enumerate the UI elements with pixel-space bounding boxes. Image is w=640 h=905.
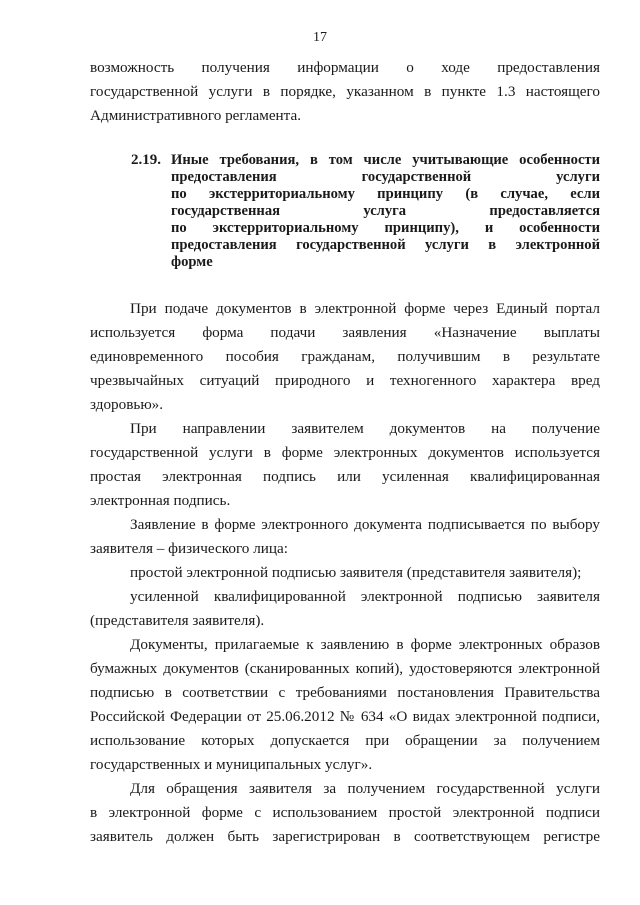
body-line: используется форма подачи заявления «Назначение выплаты <box>90 324 600 341</box>
intro-line: государственной услуги в порядке, указанном в пункте 1.3 настоящего <box>90 83 600 100</box>
body-line: Российской Федерации от 25.06.2012 № 634 «О видах электронной подписи, <box>90 708 600 725</box>
body-line: в электронной форме с использованием простой электронной подписи <box>90 804 600 821</box>
page-number: 17 <box>313 30 327 45</box>
section-title-line: государственная услуга предоставляется <box>171 203 600 219</box>
body-line: Для обращения заявителя за получением государственной услуги <box>130 780 600 797</box>
section-title-line: Иные требования, в том числе учитывающие особенности <box>171 152 600 168</box>
body-line: простой электронной подписью заявителя (представителя заявителя); <box>130 564 582 581</box>
body-line: государственной услуги в форме электронных документов используется <box>90 444 600 461</box>
body-line: бумажных документов (сканированных копий), удостоверяются электронной <box>90 660 600 677</box>
section-number: 2.19. <box>131 152 161 168</box>
body-line: простая электронная подпись или усиленная квалифицированная <box>90 468 600 485</box>
body-line: использование которых допускается при обращении за получением <box>90 732 600 749</box>
body-line: усиленной квалифицированной электронной подписью заявителя <box>130 588 600 605</box>
body-line: подписью в соответствии с требованиями постановления Правительства <box>90 684 600 701</box>
body-line: электронная подпись. <box>90 492 231 509</box>
body-line: заявителя – физического лица: <box>90 540 288 557</box>
section-title-line: по экстерриториальному принципу (в случае, если <box>171 186 600 202</box>
intro-line: возможность получения информации о ходе предоставления <box>90 59 600 76</box>
body-line: Документы, прилагаемые к заявлению в форме электронных образов <box>130 636 600 653</box>
body-line: государственных и муниципальных услуг». <box>90 756 373 773</box>
section-title-line: предоставления государственной услуги <box>171 169 600 185</box>
section-title-line: по экстерриториальному принципу), и особенности <box>171 220 600 236</box>
section-title-line: форме <box>171 254 213 270</box>
body-line: При подаче документов в электронной форме через Единый портал <box>130 300 600 317</box>
body-line: При направлении заявителем документов на получение <box>130 420 600 437</box>
body-line: здоровью». <box>90 396 164 413</box>
section-title-line: предоставления государственной услуги в электронной <box>171 237 600 253</box>
body-line: единовременного пособия гражданам, получившим в результате <box>90 348 600 365</box>
body-line: чрезвычайных ситуаций природного и техногенного характера вред <box>90 372 600 389</box>
body-line: заявитель должен быть зарегистрирован в соответствующем регистре <box>90 828 600 845</box>
intro-line: Административного регламента. <box>90 107 302 124</box>
body-line: (представителя заявителя). <box>90 612 265 629</box>
body-line: Заявление в форме электронного документа подписывается по выбору <box>130 516 600 533</box>
